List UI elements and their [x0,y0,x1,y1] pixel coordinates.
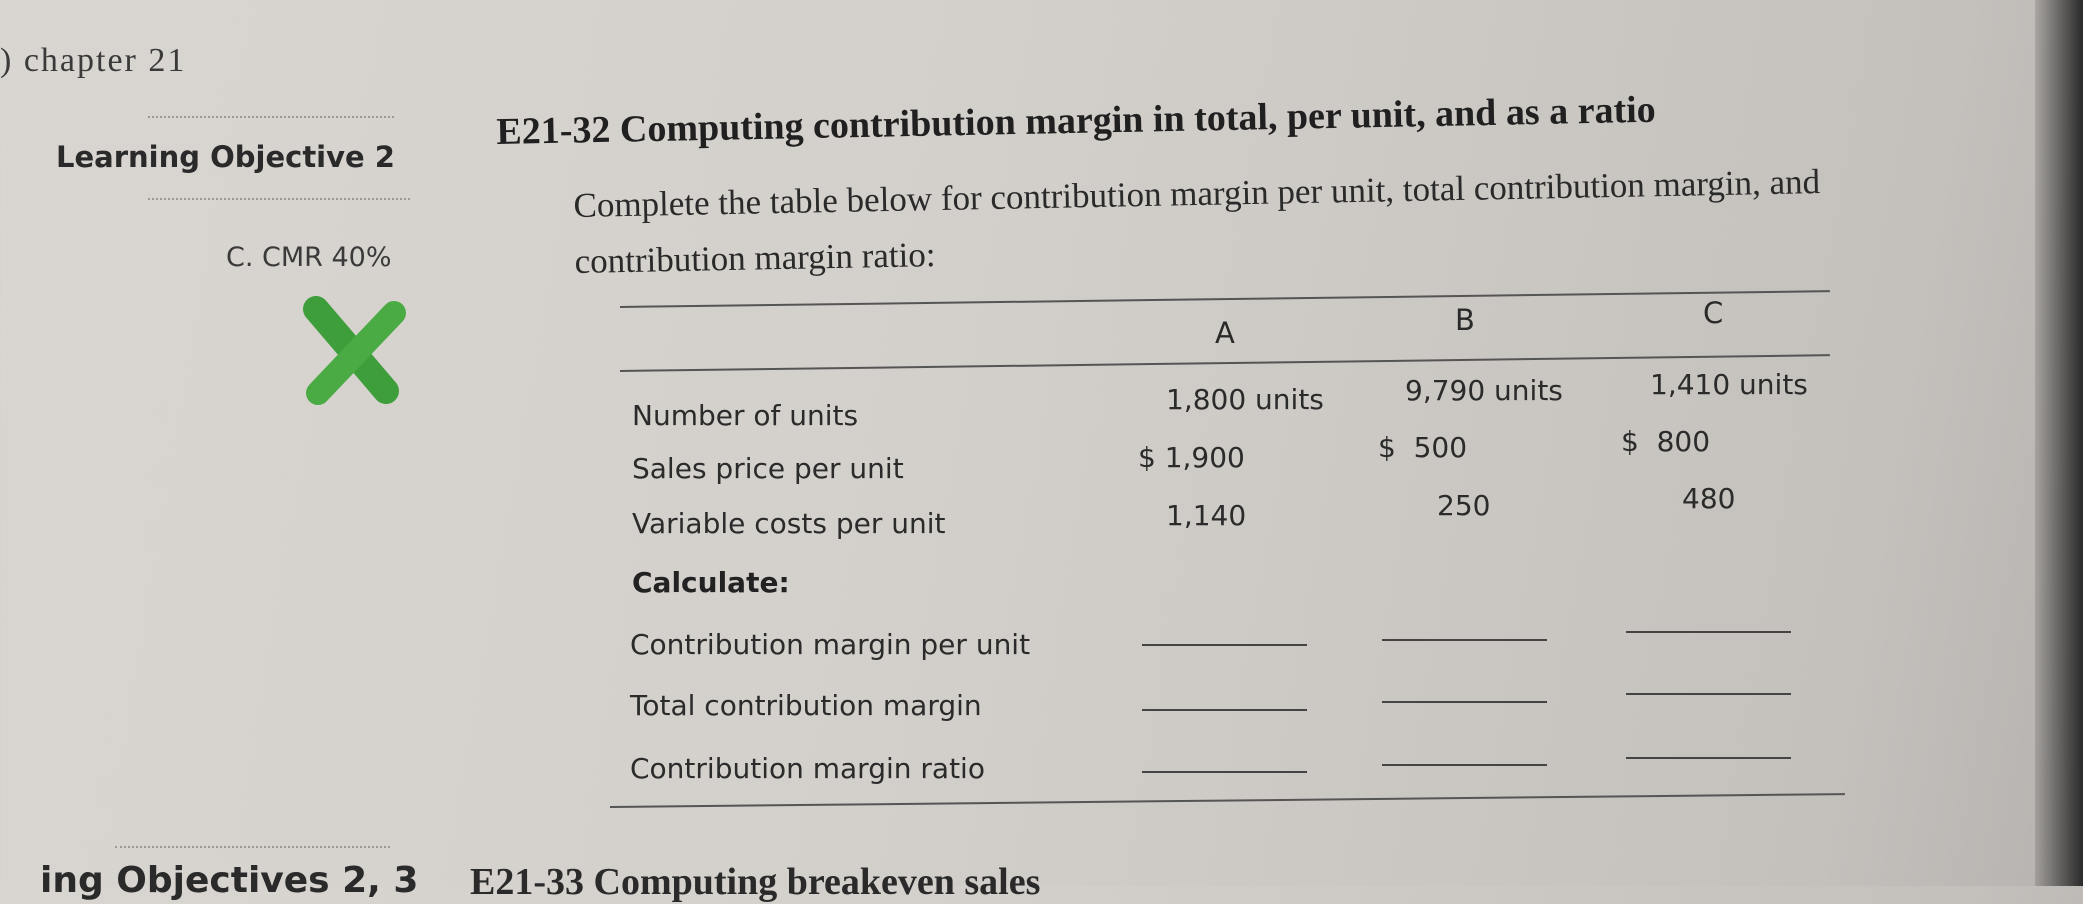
table-header-rule [620,354,1830,372]
cell-b-sales-price: $ 500 [1378,431,1468,464]
next-exercise-heading-fragment: E21-33 Computing breakeven sales [470,861,1041,903]
answer-blank-a-cm-per-unit[interactable] [1142,644,1307,646]
row-label-cm-per-unit: Contribution margin per unit [630,628,1031,661]
sidebar-divider [148,198,410,200]
cell-c-variable-costs: 480 [1682,482,1736,515]
cell-b-units: 9,790 units [1405,374,1563,407]
exercise-instructions: Complete the table below for contribution margin per unit, total contribution margin, and contribution margin ratio: [573,162,1821,281]
cell-a-variable-costs: 1,140 [1166,499,1247,532]
next-learning-objective-fragment: ing Objectives 2, 3 [40,860,419,901]
row-label-sales-price: Sales price per unit [632,452,904,485]
cell-a-units: 1,800 units [1166,383,1324,416]
row-label-cm-ratio: Contribution margin ratio [630,752,985,785]
column-header-a: A [1215,316,1235,350]
cell-a-sales-price: $ 1,900 [1138,441,1245,474]
answer-blank-b-total-cm[interactable] [1382,701,1547,703]
page-edge-shadow [2035,0,2083,886]
row-label-total-cm: Total contribution margin [630,689,982,722]
calculate-label: Calculate: [632,566,790,599]
answer-blank-a-total-cm[interactable] [1142,709,1307,711]
row-label-number-of-units: Number of units [632,399,859,432]
answer-blank-b-cm-ratio[interactable] [1382,764,1547,766]
learning-objective-label: Learning Objective 2 [56,140,395,174]
chapter-header: ) chapter 21 [0,42,187,79]
handwritten-note: C. CMR 40% [226,242,392,273]
answer-blank-c-cm-ratio[interactable] [1626,757,1791,759]
x-mark-icon [300,295,410,407]
table-bottom-rule [610,793,1845,808]
answer-blank-c-total-cm[interactable] [1626,693,1791,695]
cell-c-units: 1,410 units [1650,368,1808,401]
column-header-b: B [1455,303,1475,337]
answer-blank-a-cm-ratio[interactable] [1142,771,1307,773]
column-header-c: C [1703,296,1724,330]
answer-blank-b-cm-per-unit[interactable] [1382,639,1547,641]
row-label-variable-costs: Variable costs per unit [632,507,946,540]
answer-blank-c-cm-per-unit[interactable] [1626,631,1791,633]
cell-b-variable-costs: 250 [1437,489,1491,522]
sidebar-divider [148,116,394,118]
cell-c-sales-price: $ 800 [1621,425,1711,458]
table-top-rule [620,290,1830,308]
exercise-heading: E21-32 Computing contribution margin in total, per unit, and as a ratio [496,88,1657,153]
sidebar-divider [115,846,390,848]
